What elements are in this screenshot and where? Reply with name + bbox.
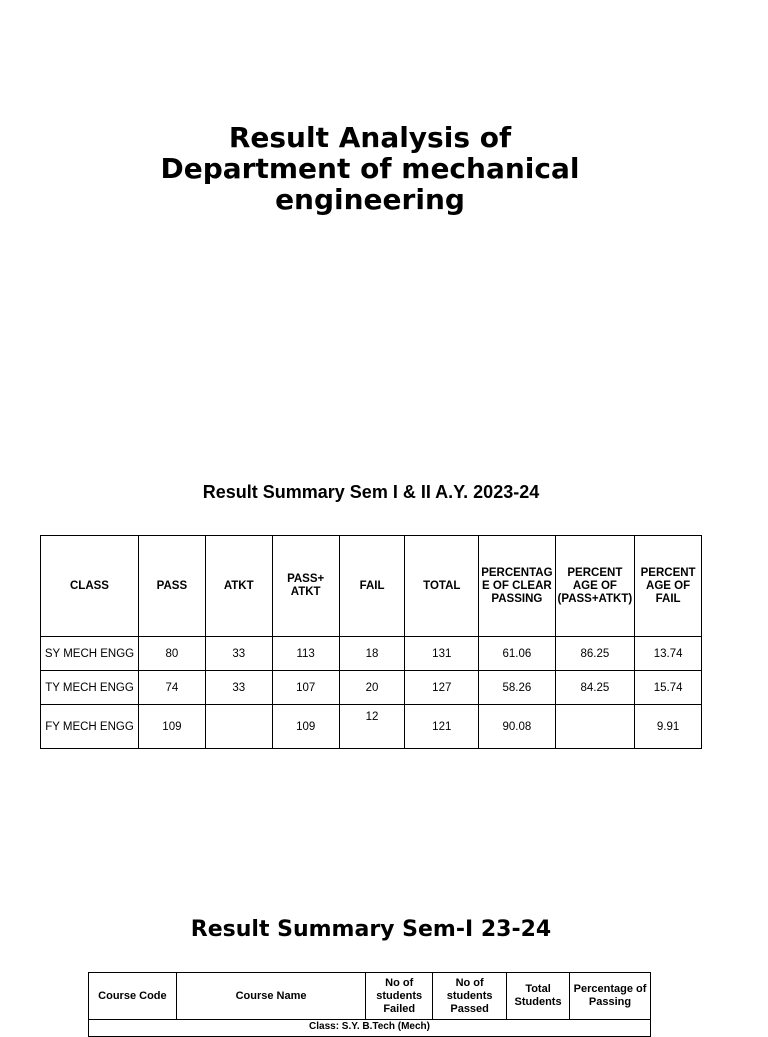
table-cell: 13.74 [635, 637, 702, 671]
header-cell: Course Name [176, 973, 365, 1020]
table-cell: 84.25 [555, 671, 635, 705]
summary-heading: Result Summary Sem I & II A.Y. 2023-24 [202, 482, 540, 502]
table-cell: 61.06 [479, 637, 555, 671]
header-cell: PASS+ ATKT [272, 536, 339, 637]
table-cell: FY MECH ENGG [41, 705, 139, 749]
page-title [110, 122, 630, 215]
table-cell: 74 [138, 671, 205, 705]
header-cell: FAIL [339, 536, 405, 637]
table-cell: 90.08 [479, 705, 555, 749]
table-cell: 109 [138, 705, 205, 749]
table-cell: 131 [405, 637, 479, 671]
header-cell: Percentage of Passing [570, 973, 651, 1020]
header-cell: PERCENT AGE OF FAIL [635, 536, 702, 637]
header-cell: Course Code [89, 973, 177, 1020]
table-cell: 86.25 [555, 637, 635, 671]
header-cell: No of students Failed [366, 973, 433, 1020]
summary-header-row [41, 536, 702, 637]
header-cell: No of students Passed [433, 973, 507, 1020]
table-cell: 80 [138, 637, 205, 671]
header-cell: ATKT [205, 536, 272, 637]
table-cell: 9.91 [635, 705, 702, 749]
sem1-header-row [89, 973, 651, 1020]
header-cell: PERCENTAG E OF CLEAR PASSING [479, 536, 555, 637]
sem1-table [88, 972, 651, 1037]
table-row [41, 671, 702, 705]
header-cell: CLASS [41, 536, 139, 637]
page-title-line-3: engineering [275, 183, 465, 216]
table-cell [555, 705, 635, 749]
header-cell: PERCENT AGE OF (PASS+ATKT) [555, 536, 635, 637]
table-cell: TY MECH ENGG [41, 671, 139, 705]
class-row-label: Class: S.Y. B.Tech (Mech) [89, 1020, 651, 1037]
table-cell: 33 [205, 671, 272, 705]
table-cell: 127 [405, 671, 479, 705]
sem1-heading: Result Summary Sem-I 23-24 [190, 917, 552, 942]
page-title-line-2: Department of mechanical [160, 152, 580, 185]
table-cell: SY MECH ENGG [41, 637, 139, 671]
table-cell: 18 [339, 637, 405, 671]
table-row [41, 705, 702, 749]
table-cell: 20 [339, 671, 405, 705]
table-cell: 121 [405, 705, 479, 749]
header-cell: TOTAL [405, 536, 479, 637]
table-cell: 58.26 [479, 671, 555, 705]
table-row [41, 637, 702, 671]
summary-table [40, 535, 702, 749]
table-cell: 107 [272, 671, 339, 705]
table-cell: 15.74 [635, 671, 702, 705]
table-cell: 109 [272, 705, 339, 749]
header-cell: PASS [138, 536, 205, 637]
header-cell: Total Students [507, 973, 570, 1020]
page-title-line-1: Result Analysis of [228, 121, 512, 154]
table-cell: 12 [339, 705, 405, 749]
table-cell [205, 705, 272, 749]
table-cell: 33 [205, 637, 272, 671]
table-cell: 113 [272, 637, 339, 671]
table-row [89, 1020, 651, 1037]
